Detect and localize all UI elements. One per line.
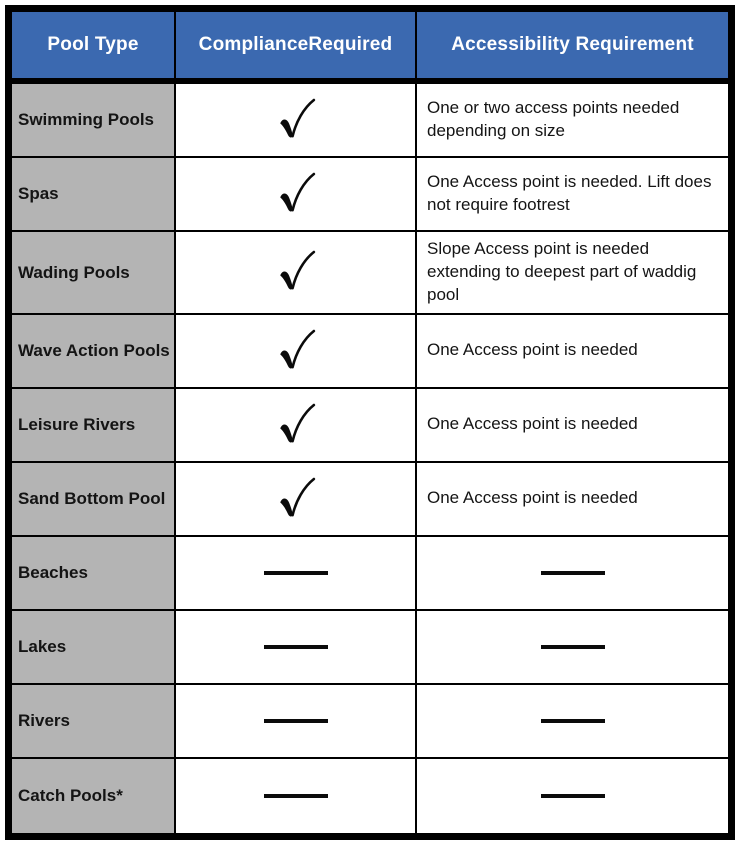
dash-icon — [264, 794, 328, 798]
table-body — [12, 84, 728, 833]
checkmark-icon — [273, 171, 319, 217]
pool-type-cell: Wading Pools — [12, 232, 176, 313]
table-row — [12, 389, 728, 463]
table-row — [12, 463, 728, 537]
dash-icon — [541, 571, 605, 575]
requirement-cell — [417, 759, 728, 833]
table-row — [12, 84, 728, 158]
pool-accessibility-table — [5, 5, 735, 840]
pool-type-cell: Sand Bottom Pool — [12, 463, 176, 535]
pool-type-cell: Lakes — [12, 611, 176, 683]
dash-icon — [541, 794, 605, 798]
pool-type-cell: Swimming Pools — [12, 84, 176, 156]
compliance-cell — [176, 315, 417, 387]
table-header-row — [12, 12, 728, 84]
table-row — [12, 759, 728, 833]
pool-type-cell: Catch Pools* — [12, 759, 176, 833]
compliance-cell — [176, 389, 417, 461]
requirement-cell: One Access point is needed. Lift does not require footrest — [427, 172, 712, 214]
checkmark-icon — [273, 402, 319, 448]
compliance-cell — [176, 463, 417, 535]
table-row — [12, 315, 728, 389]
requirement-cell — [417, 685, 728, 757]
compliance-cell — [176, 232, 417, 313]
requirement-cell — [417, 611, 728, 683]
header-pool-type: Pool Type — [12, 12, 176, 78]
checkmark-icon — [273, 97, 319, 143]
dash-icon — [264, 645, 328, 649]
pool-type-cell: Wave Action Pools — [12, 315, 176, 387]
header-compliance-required: ComplianceRequired — [176, 12, 417, 78]
requirement-cell: One or two access points needed depending on size — [427, 98, 680, 140]
requirement-cell: One Access point is needed — [427, 340, 638, 360]
compliance-cell — [176, 537, 417, 609]
requirement-cell: Slope Access point is needed extending to deepest part of waddig pool — [427, 239, 697, 304]
pool-type-cell: Leisure Rivers — [12, 389, 176, 461]
pool-type-cell: Spas — [12, 158, 176, 230]
compliance-cell — [176, 84, 417, 156]
checkmark-icon — [273, 328, 319, 374]
compliance-cell — [176, 685, 417, 757]
header-accessibility-requirement: Accessibility Requirement — [451, 34, 694, 55]
dash-icon — [541, 645, 605, 649]
table-row — [12, 232, 728, 315]
table-row — [12, 611, 728, 685]
pool-type-cell: Rivers — [12, 685, 176, 757]
pool-type-cell: Beaches — [12, 537, 176, 609]
compliance-cell — [176, 611, 417, 683]
checkmark-icon — [273, 476, 319, 522]
table-row — [12, 537, 728, 611]
dash-icon — [264, 571, 328, 575]
table-row — [12, 685, 728, 759]
table-row — [12, 158, 728, 232]
dash-icon — [264, 719, 328, 723]
requirement-cell: One Access point is needed — [427, 414, 638, 434]
checkmark-icon — [273, 249, 319, 295]
dash-icon — [541, 719, 605, 723]
requirement-cell: One Access point is needed — [427, 488, 638, 508]
compliance-cell — [176, 158, 417, 230]
compliance-cell — [176, 759, 417, 833]
requirement-cell — [417, 537, 728, 609]
